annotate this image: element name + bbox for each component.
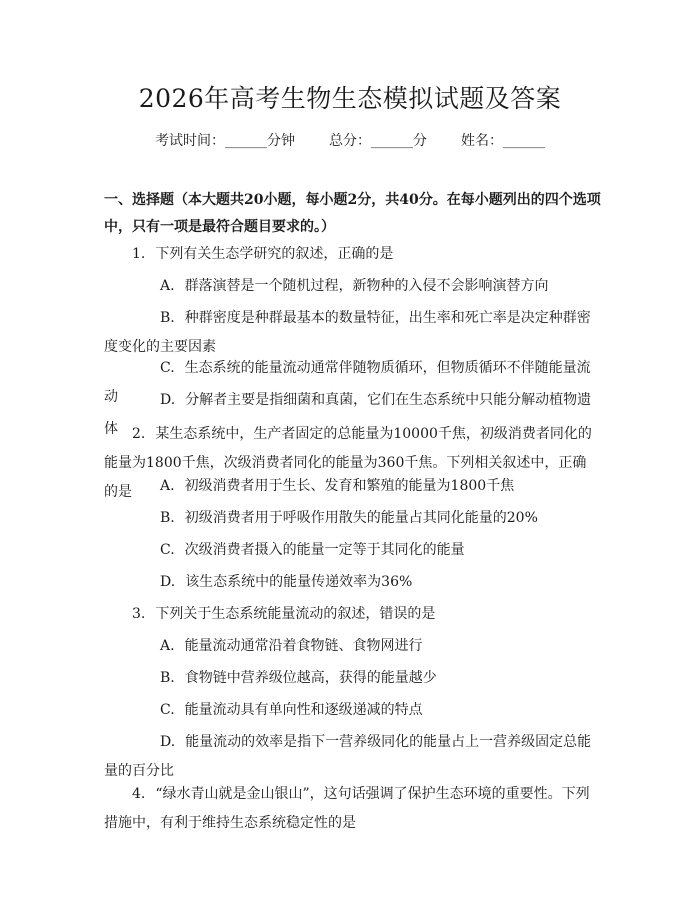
- question-2-option-d: [104, 568, 600, 597]
- page-title: 2026年高考生物生态模拟试题及答案: [138, 84, 562, 113]
- option-text: 初级消费者用于呼吸作用散失的能量占其同化能量的20%: [184, 510, 538, 526]
- question-stem: 某生态系统中，生产者固定的总能量为10000千焦，初级消费者同化的能量为1800千焦，次级消费者同化的能量为360千焦。下列相关叙述中，正确的是: [104, 426, 592, 500]
- question-3: [104, 600, 600, 629]
- question-2-option-c: [104, 536, 600, 565]
- option-text: 能量流动通常沿着食物链、食物网进行: [184, 638, 423, 654]
- option-text: 能量流动的效率是指下一营养级同化的能量占上一营养级固定总能量的百分比: [104, 734, 592, 779]
- question-1: [104, 240, 600, 269]
- question-number: 3.: [132, 606, 146, 622]
- question-2-option-a: [104, 472, 600, 501]
- question-number: 2.: [132, 426, 146, 442]
- option-letter: A.: [160, 478, 175, 494]
- option-text: 群落演替是一个随机过程，新物种的入侵不会影响演替方向: [184, 278, 549, 294]
- option-letter: D.: [160, 574, 176, 590]
- option-letter: C.: [160, 360, 175, 376]
- option-letter: C.: [160, 702, 175, 718]
- option-text: 次级消费者摄入的能量一定等于其同化的能量: [184, 542, 465, 558]
- option-text: 能量流动具有单向性和逐级递减的特点: [184, 702, 423, 718]
- student-name-field: 姓名：______: [461, 133, 545, 149]
- option-letter: C.: [160, 542, 175, 558]
- question-number: 1.: [132, 246, 146, 262]
- exam-time-field: 考试时间：______分钟: [155, 133, 295, 149]
- question-3-option-a: [104, 632, 600, 661]
- question-1-option-a: [104, 272, 600, 301]
- question-stem: 下列有关生态学研究的叙述，正确的是: [155, 246, 394, 262]
- option-text: 食物链中营养级位越高，获得的能量越少: [184, 670, 437, 686]
- option-letter: B.: [160, 510, 175, 526]
- option-text: 分解者主要是指细菌和真菌，它们在生态系统中只能分解动植物遗体: [104, 392, 592, 437]
- option-letter: A.: [160, 638, 175, 654]
- exam-info-line: [0, 131, 700, 151]
- option-letter: D.: [160, 734, 176, 750]
- question-3-option-b: [104, 664, 600, 693]
- option-text: 该生态系统中的能量传递效率为36%: [185, 574, 413, 590]
- option-letter: D.: [160, 392, 176, 408]
- option-letter: A.: [160, 278, 175, 294]
- option-text: 生态系统的能量流动通常伴随物质循环，但物质循环不伴随能量流动: [104, 360, 591, 405]
- question-3-option-d: [104, 728, 600, 786]
- question-number: 4.: [132, 786, 146, 802]
- option-text: 种群密度是种群最基本的数量特征，出生率和死亡率是决定种群密度变化的主要因素: [104, 310, 591, 355]
- question-3-option-c: [104, 696, 600, 725]
- total-score-field: 总分：______分: [329, 133, 427, 149]
- option-text: 初级消费者用于生长、发育和繁殖的能量为1800千焦: [184, 478, 515, 494]
- question-stem: 下列关于生态系统能量流动的叙述，错误的是: [155, 606, 436, 622]
- question-2-option-b: [104, 504, 600, 533]
- option-letter: B.: [160, 670, 175, 686]
- question-4: [104, 780, 600, 838]
- question-stem: “绿水青山就是金山银山”，这句话强调了保护生态环境的重要性。下列措施中，有利于维持生态系统稳定性的是: [104, 786, 590, 831]
- section-heading: 一、选择题（本大题共20小题，每小题2分，共40分。在每小题列出的四个选项中，只有一项是最符合题目要求的。）: [104, 192, 601, 235]
- option-letter: B.: [160, 310, 175, 326]
